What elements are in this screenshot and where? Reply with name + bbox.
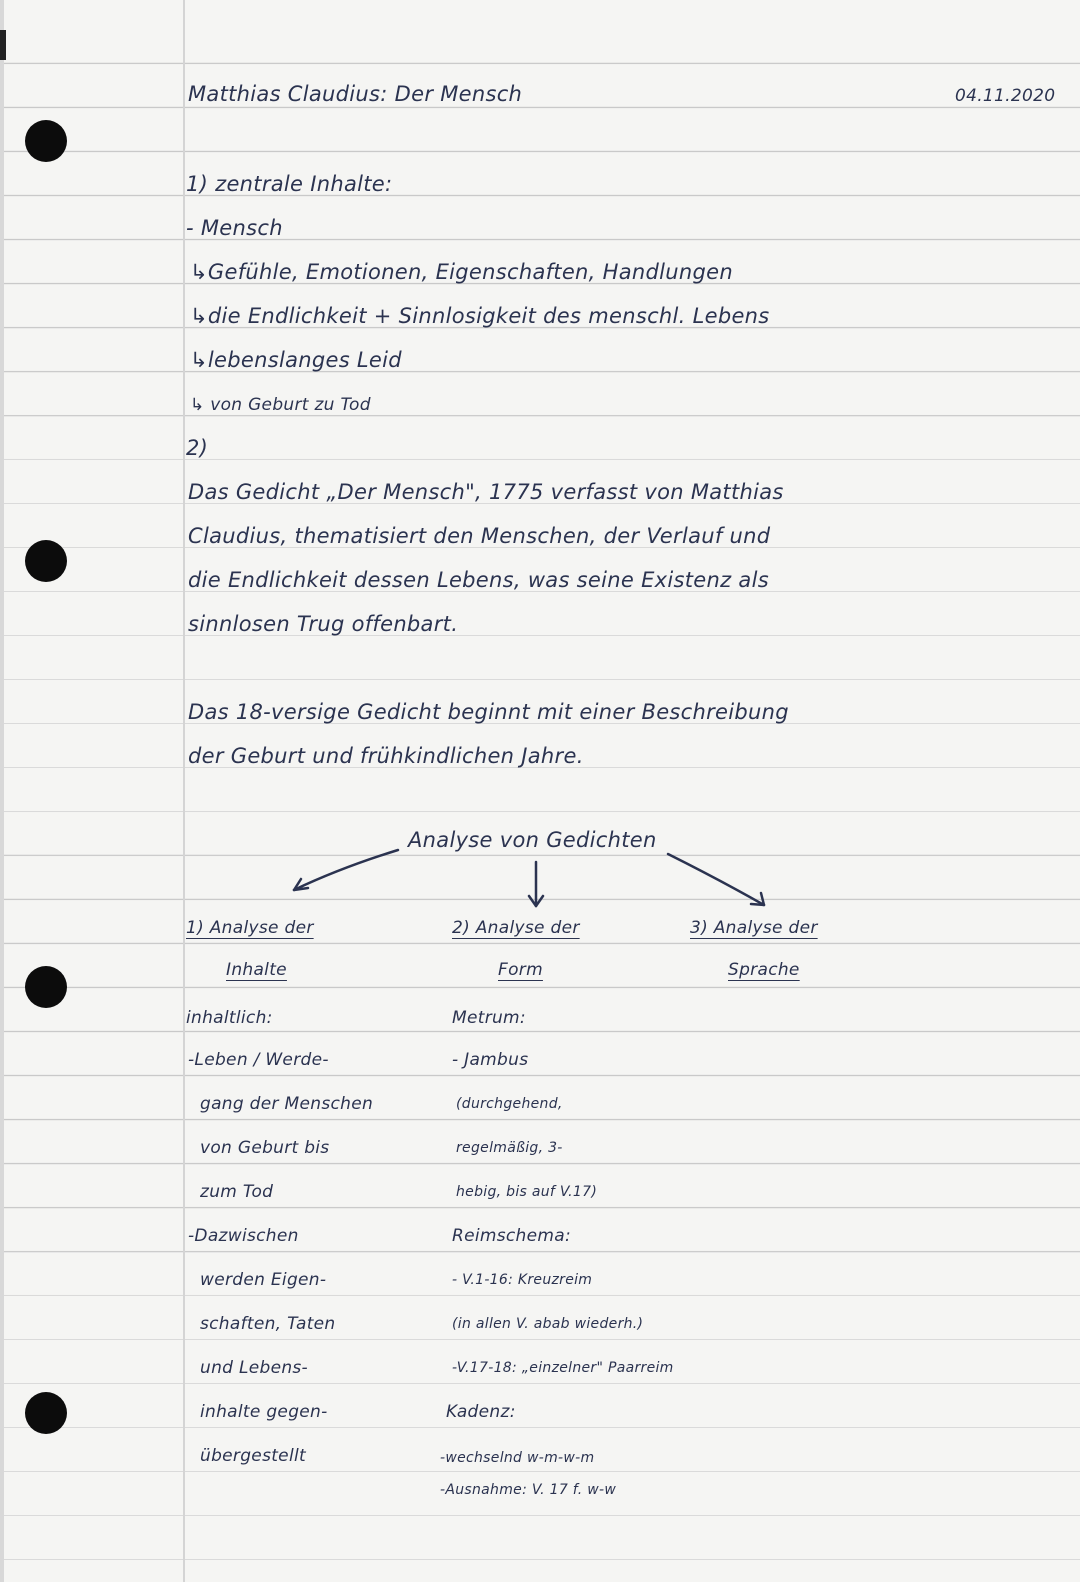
column-title [186,918,314,938]
column-line: -Leben / Werde- [188,1050,329,1070]
date: 04.11.2020 [955,86,1056,106]
column-line: gang der Menschen [200,1094,374,1114]
column-line: regelmäßig, 3- [456,1140,563,1156]
paragraph-line: Das 18-versige Gedicht beginnt mit einer Beschreibung [188,700,789,724]
column-title-line: 3) Analyse der [690,918,818,938]
column-line: - Jambus [452,1050,529,1070]
sub-item: ↳lebenslanges Leid [190,348,402,372]
sub-item: ↳ von Geburt zu Tod [190,395,371,415]
column-line: - V.1-16: Kreuzreim [452,1272,593,1288]
section-number: 2) [186,436,209,460]
paragraph-line: der Geburt und frühkindlichen Jahre. [188,744,584,768]
paragraph-line: Claudius, thematisiert den Menschen, der Verlauf und [188,524,771,548]
column-line: -wechselnd w-m-w-m [440,1450,595,1466]
column-title-line: 2) Analyse der [452,918,580,938]
column-line: zum Tod [200,1182,274,1202]
column-line: Metrum: [452,1008,526,1028]
column-line: und Lebens- [200,1358,308,1378]
paragraph-line: die Endlichkeit dessen Lebens, was seine Existenz als [188,568,769,592]
sub-item: ↳Gefühle, Emotionen, Eigenschaften, Handlungen [190,260,733,284]
column-line: schaften, Taten [200,1314,336,1334]
section-heading: 1) zentrale Inhalte: [186,172,393,196]
column-line: von Geburt bis [200,1138,330,1158]
list-item: - Mensch [186,216,283,240]
column-line: inhaltlich: [186,1008,273,1028]
column-line: hebig, bis auf V.17) [456,1184,598,1200]
paragraph-line: Das Gedicht „Der Mensch", 1775 verfasst von Matthias [188,480,784,504]
column-line: Reimschema: [452,1226,571,1246]
column-title-line: Form [498,960,543,980]
column-line: (in allen V. abab wiederh.) [452,1316,644,1332]
column-line: werden Eigen- [200,1270,327,1290]
column-line: übergestellt [200,1446,306,1466]
column-line: -Ausnahme: V. 17 f. w-w [440,1482,617,1498]
column-line: inhalte gegen- [200,1402,328,1422]
column-line: Kadenz: [446,1402,516,1422]
arrow-left [294,850,398,890]
column-line: -Dazwischen [188,1226,299,1246]
page-title: Matthias Claudius: Der Mensch [188,82,523,106]
diagram-root: Analyse von Gedichten [408,828,657,852]
column-line: -V.17-18: „einzelner" Paarreim [452,1360,674,1376]
paragraph-line: sinnlosen Trug offenbart. [188,612,459,636]
column-line: (durchgehend, [456,1096,563,1112]
arrow-right [668,854,764,905]
column-title-line: Sprache [728,960,800,980]
column-title-line: 1) Analyse der [186,918,314,938]
sub-item: ↳die Endlichkeit + Sinnlosigkeit des menschl. Lebens [190,304,770,328]
column-title-line: Inhalte [226,960,287,980]
